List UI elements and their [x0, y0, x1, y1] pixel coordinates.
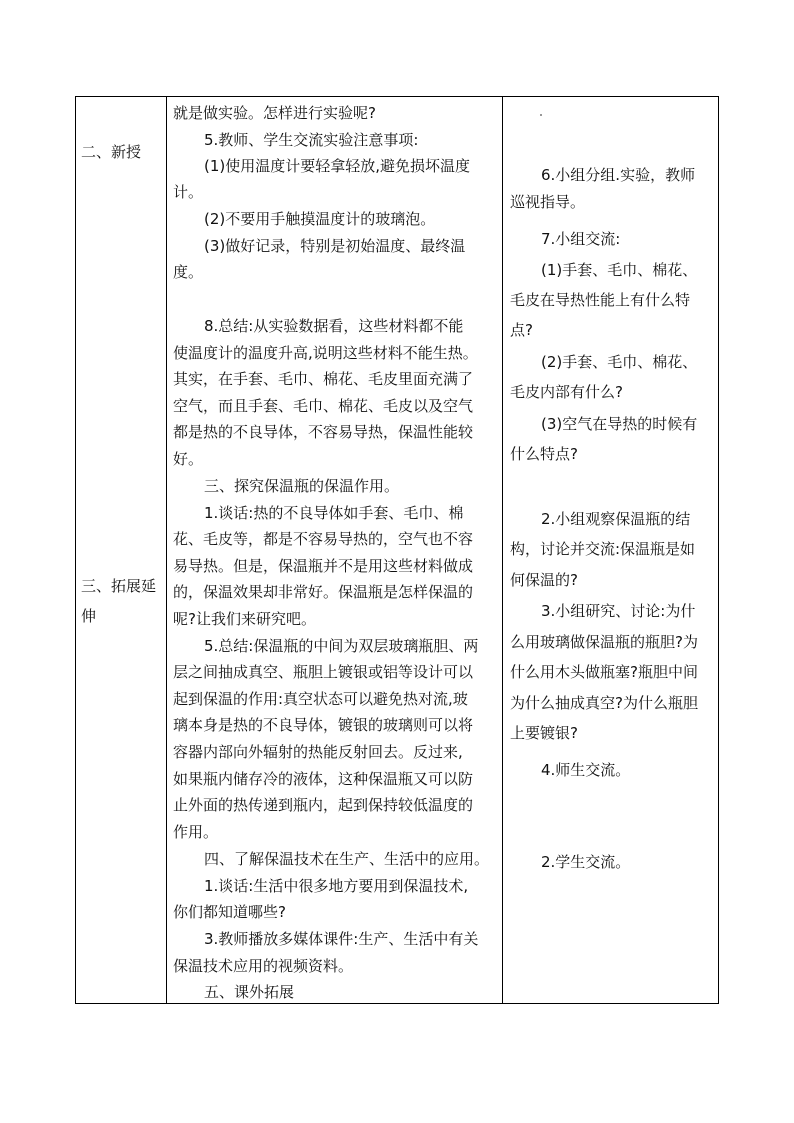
right-text-line: 4.师生交流。	[541, 761, 631, 779]
middle-text-line: 层之间抽成真空、瓶胆上镀银或铝等设计可以	[173, 663, 474, 681]
middle-text-line: 8.总结:从实验数据看，这些材料都不能	[204, 317, 464, 335]
middle-text-line: 如果瓶内储存冷的液体，这种保温瓶又可以防	[173, 770, 474, 788]
middle-text-line: 止外面的热传递到瓶内，起到保持较低温度的	[173, 796, 474, 814]
right-text-line: (1)手套、毛巾、棉花、	[541, 261, 698, 279]
middle-text-line: 容器内部向外辐射的热能反射回去。反过来,	[173, 743, 463, 761]
middle-text-line: 就是做实验。怎样进行实验呢?	[173, 104, 376, 122]
right-text-line: 什么用木头做瓶塞?瓶胆中间	[510, 663, 698, 681]
middle-text-line: 易导热。但是，保温瓶并不是用这些材料做成	[173, 557, 474, 575]
scan-speck	[540, 114, 542, 116]
right-text-line: 上要镀银?	[510, 724, 578, 742]
middle-text-line: 保温技术应用的视频资料。	[173, 957, 354, 975]
middle-text-line: 四、了解保温技术在生产、生活中的应用。	[204, 850, 490, 868]
section-label-extension-line1: 三、拓展延	[81, 577, 157, 595]
middle-text-line: (1)使用温度计要轻拿轻放,避免损坏温度	[204, 157, 471, 175]
right-text-line: 巡视指导。	[510, 193, 586, 211]
middle-text-line: 计。	[173, 183, 204, 201]
right-text-line: 毛皮内部有什么?	[510, 383, 623, 401]
middle-text-line: 花、毛皮等，都是不容易导热的，空气也不容	[173, 530, 474, 548]
right-text-line: 7.小组交流:	[541, 230, 621, 248]
middle-text-line: 1.谈话:生活中很多地方要用到保温技术,	[204, 877, 469, 895]
middle-text-line: 的，保温效果却非常好。保温瓶是怎样保温的	[173, 583, 474, 601]
middle-text-line: 好。	[173, 450, 204, 468]
right-text-line: 6.小组分组.实验，教师	[541, 166, 696, 184]
middle-text-line: 三、探究保温瓶的保温作用。	[204, 477, 400, 495]
right-text-line: 点?	[510, 321, 533, 339]
right-text-line: 构，讨论并交流:保温瓶是如	[510, 540, 696, 558]
middle-text-line: 使温度计的温度升高,说明这些材料不能生热。	[173, 344, 478, 362]
right-text-line: 何保温的?	[510, 571, 578, 589]
middle-text-line: 度。	[173, 263, 204, 281]
middle-text-line: 3.教师播放多媒体课件:生产、生活中有关	[204, 930, 479, 948]
right-text-line: 2.小组观察保温瓶的结	[541, 510, 691, 528]
right-text-line: (2)手套、毛巾、棉花、	[541, 353, 698, 371]
right-text-line: 3.小组研究、讨论:为什	[541, 602, 696, 620]
right-text-line: 为什么抽成真空?为什么瓶胆	[510, 694, 698, 712]
middle-text-line: 空气，而且手套、毛巾、棉花、毛皮以及空气	[173, 397, 474, 415]
middle-text-line: 起到保温的作用:真空状态可以避免热对流,玻	[173, 690, 468, 708]
middle-text-line: 你们都知道哪些?	[173, 903, 286, 921]
right-text-line: 2.学生交流。	[541, 853, 631, 871]
right-text-line: (3)空气在导热的时候有	[541, 415, 698, 433]
right-text-line: 毛皮在导热性能上有什么特	[510, 291, 691, 309]
middle-text-line: 璃本身是热的不良导体，镀银的玻璃则可以将	[173, 716, 474, 734]
middle-text-line: 都是热的不良导体，不容易导热，保温性能较	[173, 423, 474, 441]
middle-text-line: (3)做好记录，特别是初始温度、最终温	[204, 237, 466, 255]
column-divider-2	[502, 96, 503, 1004]
right-text-line: 么用玻璃做保温瓶的瓶胆?为	[510, 633, 698, 651]
middle-text-line: (2)不要用手触摸温度计的玻璃泡。	[204, 210, 436, 228]
middle-text-line: 其实，在手套、毛巾、棉花、毛皮里面充满了	[173, 370, 474, 388]
middle-text-line: 5.总结:保温瓶的中间为双层玻璃瓶胆、两	[204, 637, 479, 655]
middle-text-line: 呢?让我们来研究吧。	[173, 610, 316, 628]
middle-text-line: 5.教师、学生交流实验注意事项:	[204, 131, 419, 149]
middle-text-line: 1.谈话:热的不良导体如手套、毛巾、棉	[204, 504, 464, 522]
lesson-plan-table	[75, 96, 719, 1004]
column-divider-1	[166, 96, 167, 1004]
section-label-new-lesson: 二、新授	[81, 143, 142, 161]
right-text-line: 什么特点?	[510, 445, 578, 463]
middle-text-line: 作用。	[173, 823, 219, 841]
middle-text-line: 五、课外拓展	[204, 983, 295, 1001]
section-label-extension-line2: 伸	[81, 607, 97, 625]
